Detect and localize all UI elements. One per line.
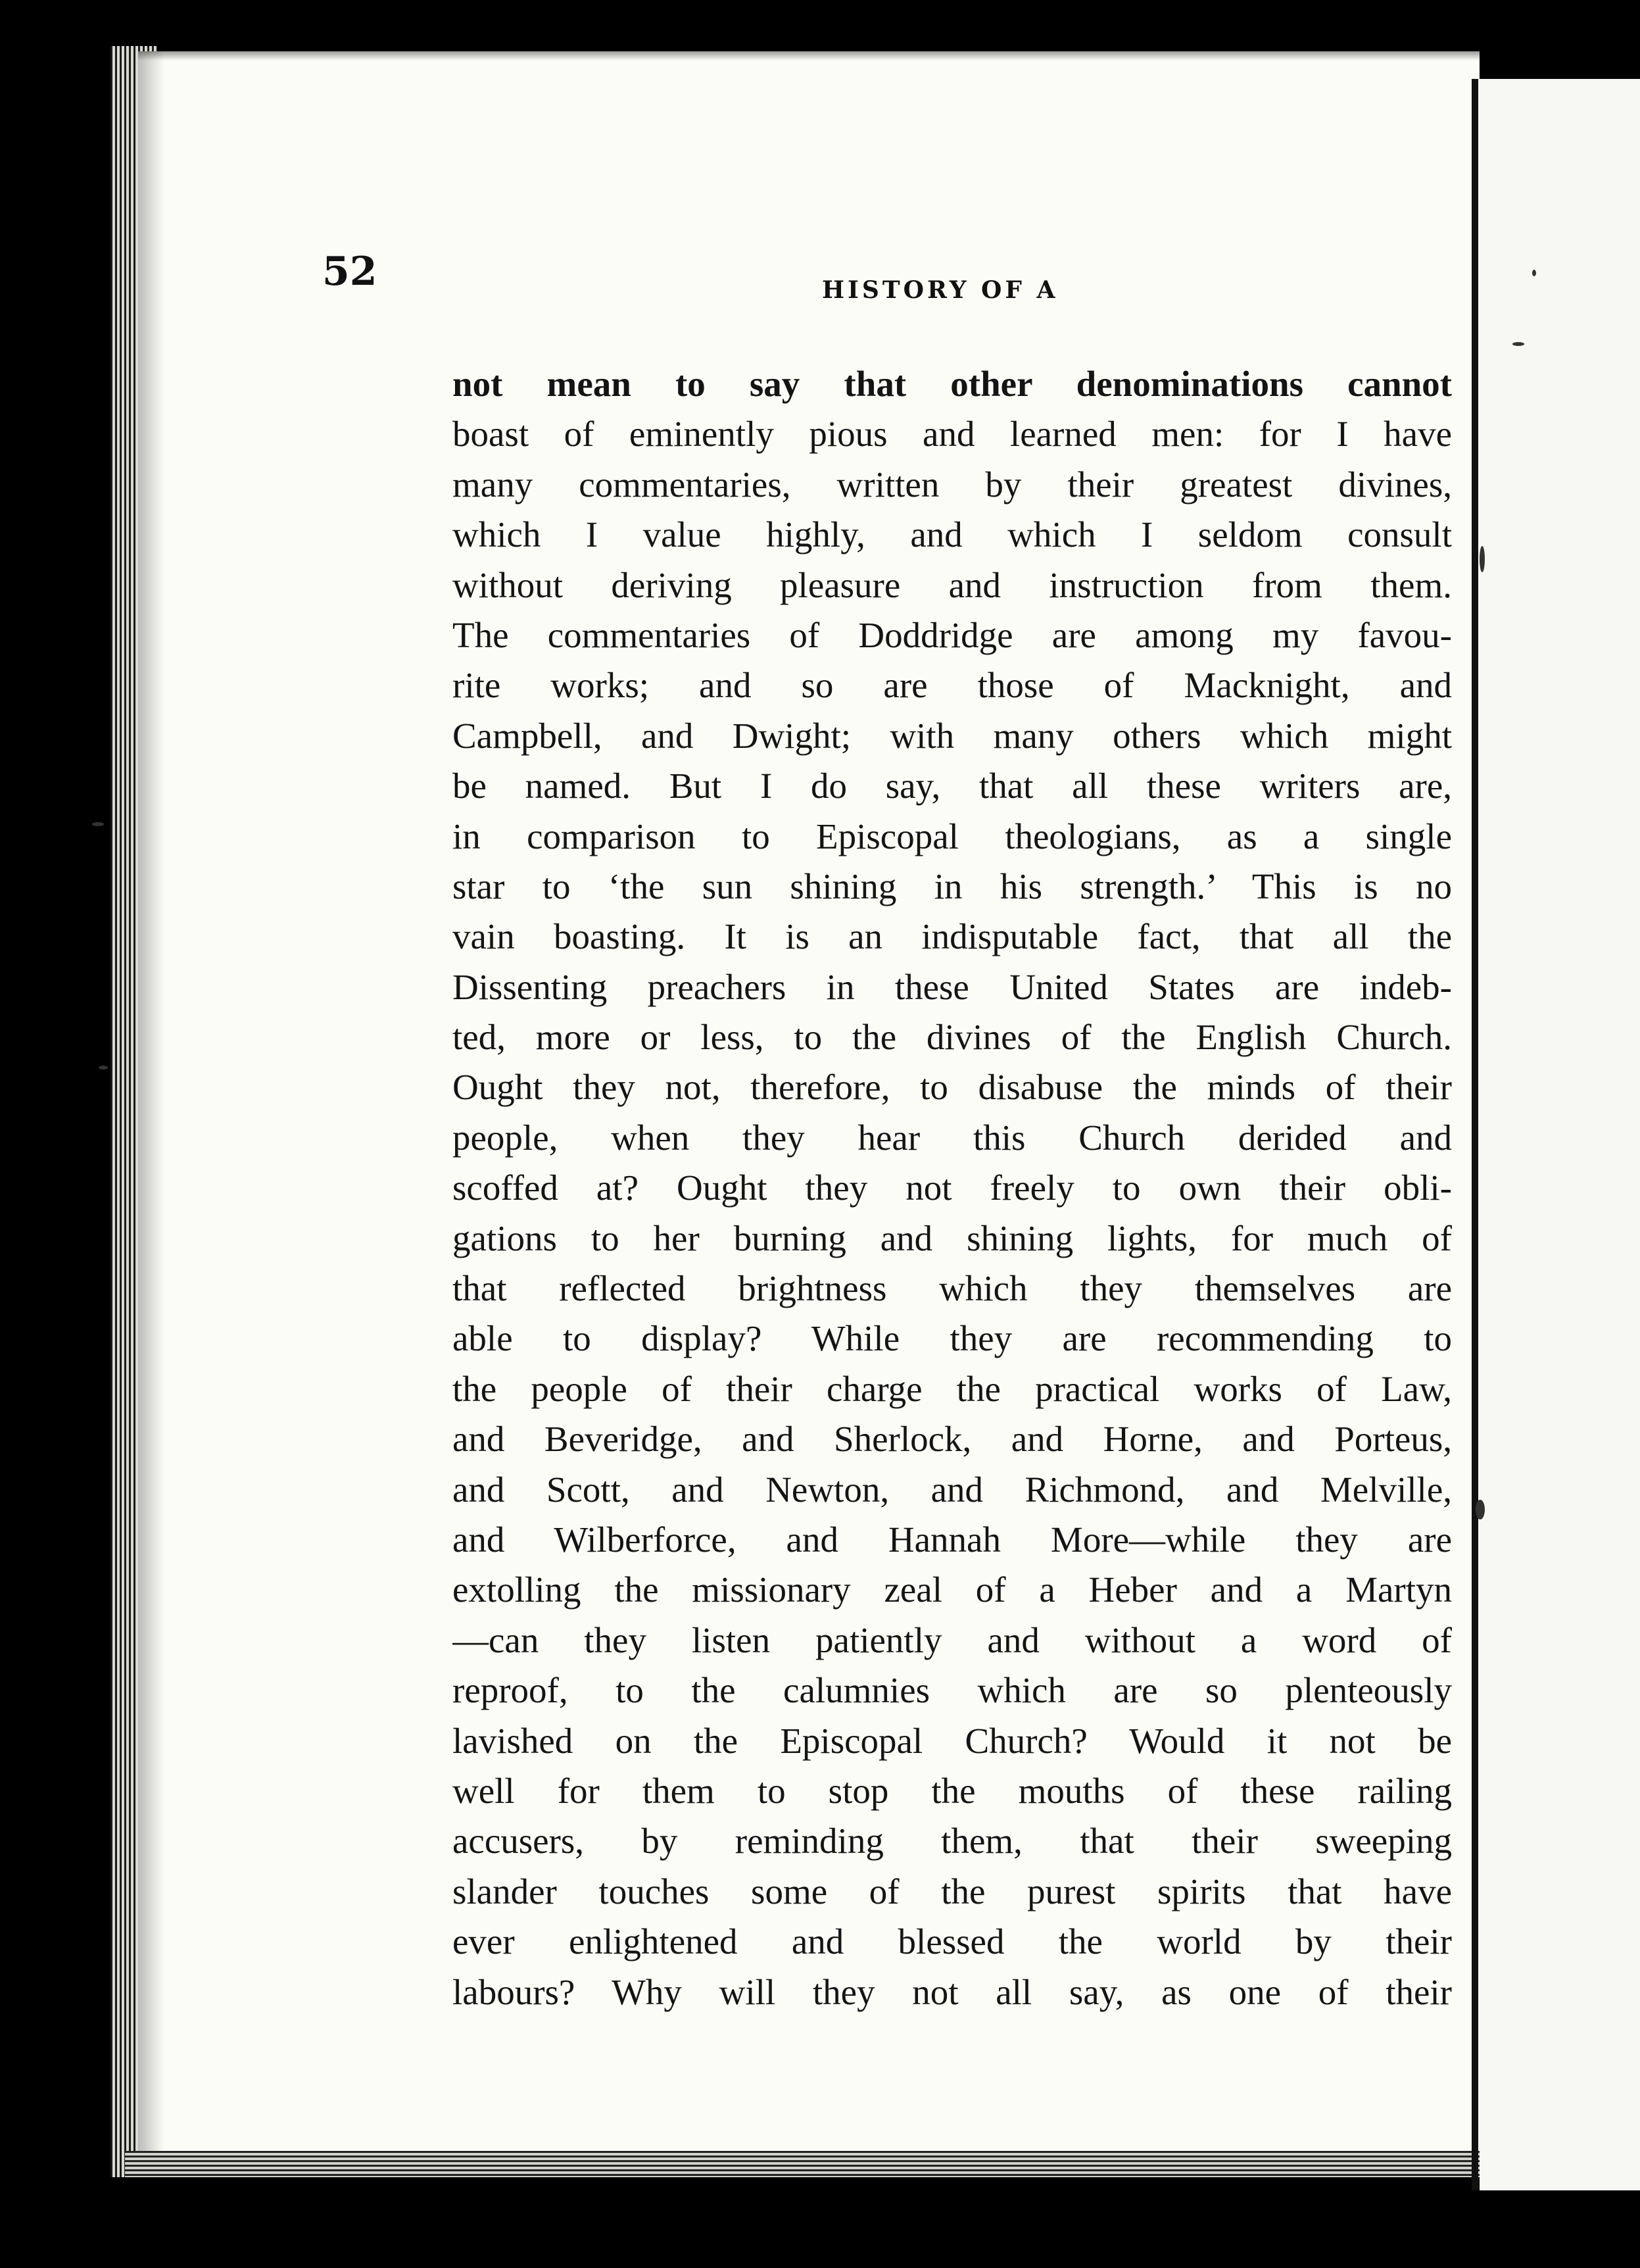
text-line: boast of eminently pious and learned men: for I have	[452, 414, 1452, 455]
running-head: HISTORY OF A	[822, 276, 1059, 304]
text-line: able to display? While they are recommending to	[452, 1318, 1452, 1359]
scan-speck	[1512, 342, 1524, 346]
text-line: which I value highly, and which I seldom consult	[452, 514, 1452, 555]
facing-page-edge	[1480, 79, 1640, 2190]
text-line: —can they listen patiently and without a word of	[452, 1619, 1452, 1660]
scan-speck	[1476, 1500, 1485, 1519]
spine-fold-line	[1472, 79, 1478, 2190]
page-number: 52	[322, 249, 377, 295]
text-line: without deriving pleasure and instruction from them.	[452, 564, 1452, 605]
text-line: Campbell, and Dwight; with many others which might	[452, 715, 1452, 756]
text-line: and Wilberforce, and Hannah More—while they are	[452, 1519, 1452, 1560]
scan-speck	[92, 822, 104, 826]
scan-speck	[99, 1066, 108, 1070]
text-line: star to ‘the sun shining in his strength.’ This is no	[452, 866, 1452, 906]
body-text	[452, 359, 1452, 2017]
text-line: not mean to say that other denominations cannot	[452, 364, 1452, 404]
text-line: ever enlightened and blessed the world by their	[452, 1921, 1452, 1962]
text-line: people, when they hear this Church derided and	[452, 1117, 1452, 1158]
text-line: lavished on the Episcopal Church? Would it not be	[452, 1720, 1452, 1761]
page-stack-bottom-edge	[125, 2151, 1486, 2177]
text-line: and Beveridge, and Sherlock, and Horne, and Porteus,	[452, 1419, 1452, 1460]
scan-speck	[1480, 546, 1485, 572]
text-line: slander touches some of the purest spirits that have	[452, 1871, 1452, 1911]
text-line: reproof, to the calumnies which are so plenteously	[452, 1670, 1452, 1711]
text-line: extolling the missionary zeal of a Heber and a Martyn	[452, 1569, 1452, 1610]
text-line: ted, more or less, to the divines of the English Church.	[452, 1017, 1452, 1058]
scan-speck	[1532, 270, 1536, 276]
text-line: labours? Why will they not all say, as one of their	[452, 1971, 1452, 2012]
text-line: accusers, by reminding them, that their sweeping	[452, 1821, 1452, 1861]
text-line: Ought they not, therefore, to disabuse the minds of their	[452, 1067, 1452, 1108]
text-line: rite works; and so are those of Macknight, and	[452, 665, 1452, 706]
page-top-edge	[138, 51, 1480, 61]
text-line: that reflected brightness which they themselves are	[452, 1268, 1452, 1309]
text-line: The commentaries of Doddridge are among my favou-	[452, 614, 1452, 655]
text-line: many commentaries, written by their greatest divines,	[452, 464, 1452, 505]
text-line: gations to her burning and shining lights, for much of	[452, 1218, 1452, 1258]
text-line: be named. But I do say, that all these writers are,	[452, 766, 1452, 806]
text-line: the people of their charge the practical works of Law,	[452, 1368, 1452, 1409]
gutter-shadow	[138, 51, 164, 2169]
text-line: and Scott, and Newton, and Richmond, and Melville,	[452, 1469, 1452, 1510]
text-line: in comparison to Episcopal theologians, as a single	[452, 816, 1452, 856]
text-line: vain boasting. It is an indisputable fact, that all the	[452, 916, 1452, 957]
text-line: Dissenting preachers in these United States are indeb-	[452, 966, 1452, 1007]
book-page	[138, 51, 1480, 2169]
text-line: well for them to stop the mouths of these railing	[452, 1770, 1452, 1811]
text-line: scoffed at? Ought they not freely to own their obli-	[452, 1168, 1452, 1208]
